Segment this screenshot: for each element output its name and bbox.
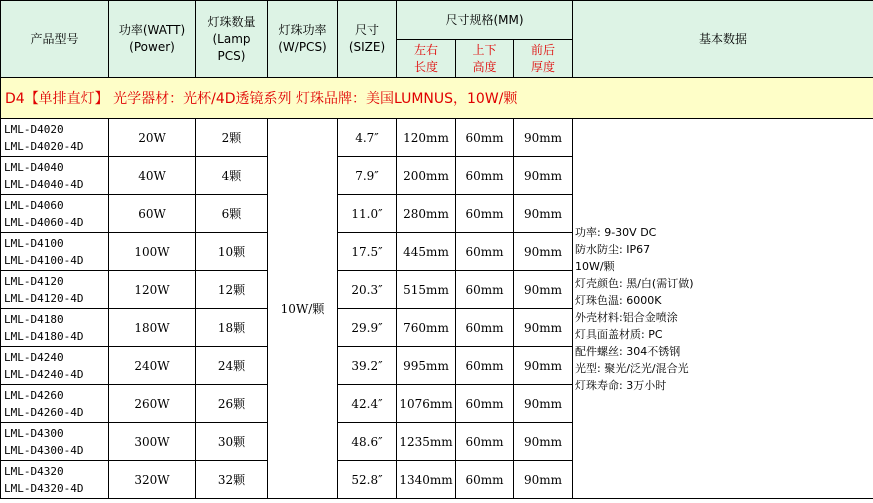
lamp-count-cell: 4颗 <box>196 157 268 195</box>
power-cell: 60W <box>109 195 196 233</box>
model-cell: LML-D4240 LML-D4240-4D <box>1 347 109 385</box>
length-cell: 445mm <box>397 233 456 271</box>
model-cell: LML-D4300 LML-D4300-4D <box>1 423 109 461</box>
basic-data-line: 功率: 9-30V DC <box>575 225 657 239</box>
lamp-count-cell: 2颗 <box>196 119 268 157</box>
header-size: 尺寸 (SIZE) <box>338 1 397 78</box>
header-spec: 尺寸规格(MM) <box>397 1 573 40</box>
height-cell: 60mm <box>456 119 514 157</box>
size-cell: 39.2″ <box>338 347 397 385</box>
length-cell: 515mm <box>397 271 456 309</box>
height-cell: 60mm <box>456 461 514 499</box>
depth-cell: 90mm <box>514 309 573 347</box>
model-cell: LML-D4120 LML-D4120-4D <box>1 271 109 309</box>
height-cell: 60mm <box>456 385 514 423</box>
lamp-count-cell: 18颗 <box>196 309 268 347</box>
height-cell: 60mm <box>456 271 514 309</box>
depth-cell: 90mm <box>514 385 573 423</box>
length-cell: 280mm <box>397 195 456 233</box>
power-cell: 260W <box>109 385 196 423</box>
size-cell: 7.9″ <box>338 157 397 195</box>
basic-data-line: 配件螺丝: 304不锈钢 <box>575 344 681 358</box>
series-banner: D4【单排直灯】 光学器材：光杯/4D透镜系列 灯珠品牌：美国LUMNUS，10W/颗 <box>1 78 873 119</box>
depth-cell: 90mm <box>514 157 573 195</box>
lamp-count-cell: 12颗 <box>196 271 268 309</box>
model-cell: LML-D4040 LML-D4040-4D <box>1 157 109 195</box>
basic-data-line: 外壳材料:铝合金喷涂 <box>575 310 678 324</box>
length-cell: 200mm <box>397 157 456 195</box>
height-cell: 60mm <box>456 347 514 385</box>
lamp-count-cell: 24颗 <box>196 347 268 385</box>
power-cell: 100W <box>109 233 196 271</box>
header-depth: 前后 厚度 <box>514 40 573 78</box>
depth-cell: 90mm <box>514 347 573 385</box>
size-cell: 52.8″ <box>338 461 397 499</box>
power-cell: 120W <box>109 271 196 309</box>
length-cell: 1340mm <box>397 461 456 499</box>
header-basic: 基本数据 <box>573 1 873 78</box>
power-cell: 320W <box>109 461 196 499</box>
lamp-count-cell: 10颗 <box>196 233 268 271</box>
size-cell: 29.9″ <box>338 309 397 347</box>
length-cell: 1076mm <box>397 385 456 423</box>
basic-data-line: 光型: 聚光/泛光/混合光 <box>575 361 689 375</box>
depth-cell: 90mm <box>514 423 573 461</box>
length-cell: 120mm <box>397 119 456 157</box>
depth-cell: 90mm <box>514 233 573 271</box>
header-model: 产品型号 <box>1 1 109 78</box>
height-cell: 60mm <box>456 157 514 195</box>
length-cell: 995mm <box>397 347 456 385</box>
depth-cell: 90mm <box>514 195 573 233</box>
header-lamp-count: 灯珠数量 (Lamp PCS) <box>196 1 268 78</box>
model-cell: LML-D4020 LML-D4020-4D <box>1 119 109 157</box>
model-cell: LML-D4320 LML-D4320-4D <box>1 461 109 499</box>
header-length: 左右 长度 <box>397 40 456 78</box>
basic-data-line: 灯壳颜色: 黑/白(需订做) <box>575 276 694 290</box>
basic-data-line: 10W/颗 <box>575 259 615 273</box>
height-cell: 60mm <box>456 423 514 461</box>
size-cell: 20.3″ <box>338 271 397 309</box>
basic-data-line: 灯珠色温: 6000K <box>575 293 662 307</box>
model-cell: LML-D4100 LML-D4100-4D <box>1 233 109 271</box>
size-cell: 42.4″ <box>338 385 397 423</box>
length-cell: 760mm <box>397 309 456 347</box>
power-cell: 240W <box>109 347 196 385</box>
model-cell: LML-D4060 LML-D4060-4D <box>1 195 109 233</box>
depth-cell: 90mm <box>514 271 573 309</box>
size-cell: 4.7″ <box>338 119 397 157</box>
height-cell: 60mm <box>456 195 514 233</box>
model-cell: LML-D4260 LML-D4260-4D <box>1 385 109 423</box>
header-power: 功率(WATT) (Power) <box>109 1 196 78</box>
basic-data-line: 防水防尘: IP67 <box>575 242 651 256</box>
height-cell: 60mm <box>456 309 514 347</box>
power-cell: 180W <box>109 309 196 347</box>
lamp-count-cell: 6颗 <box>196 195 268 233</box>
lamp-count-cell: 30颗 <box>196 423 268 461</box>
lamp-power-cell: 10W/颗 <box>268 119 338 499</box>
depth-cell: 90mm <box>514 119 573 157</box>
header-height: 上下 高度 <box>456 40 514 78</box>
height-cell: 60mm <box>456 233 514 271</box>
depth-cell: 90mm <box>514 461 573 499</box>
power-cell: 20W <box>109 119 196 157</box>
size-cell: 48.6″ <box>338 423 397 461</box>
header-lamp-power: 灯珠功率 (W/PCS) <box>268 1 338 78</box>
power-cell: 40W <box>109 157 196 195</box>
length-cell: 1235mm <box>397 423 456 461</box>
table-row <box>1 119 873 157</box>
basic-data-line: 灯具面盖材质: PC <box>575 327 663 341</box>
lamp-count-cell: 26颗 <box>196 385 268 423</box>
model-cell: LML-D4180 LML-D4180-4D <box>1 309 109 347</box>
basic-data-cell <box>573 119 873 499</box>
size-cell: 11.0″ <box>338 195 397 233</box>
basic-data-line: 灯珠寿命: 3万小时 <box>575 378 667 392</box>
lamp-count-cell: 32颗 <box>196 461 268 499</box>
size-cell: 17.5″ <box>338 233 397 271</box>
power-cell: 300W <box>109 423 196 461</box>
